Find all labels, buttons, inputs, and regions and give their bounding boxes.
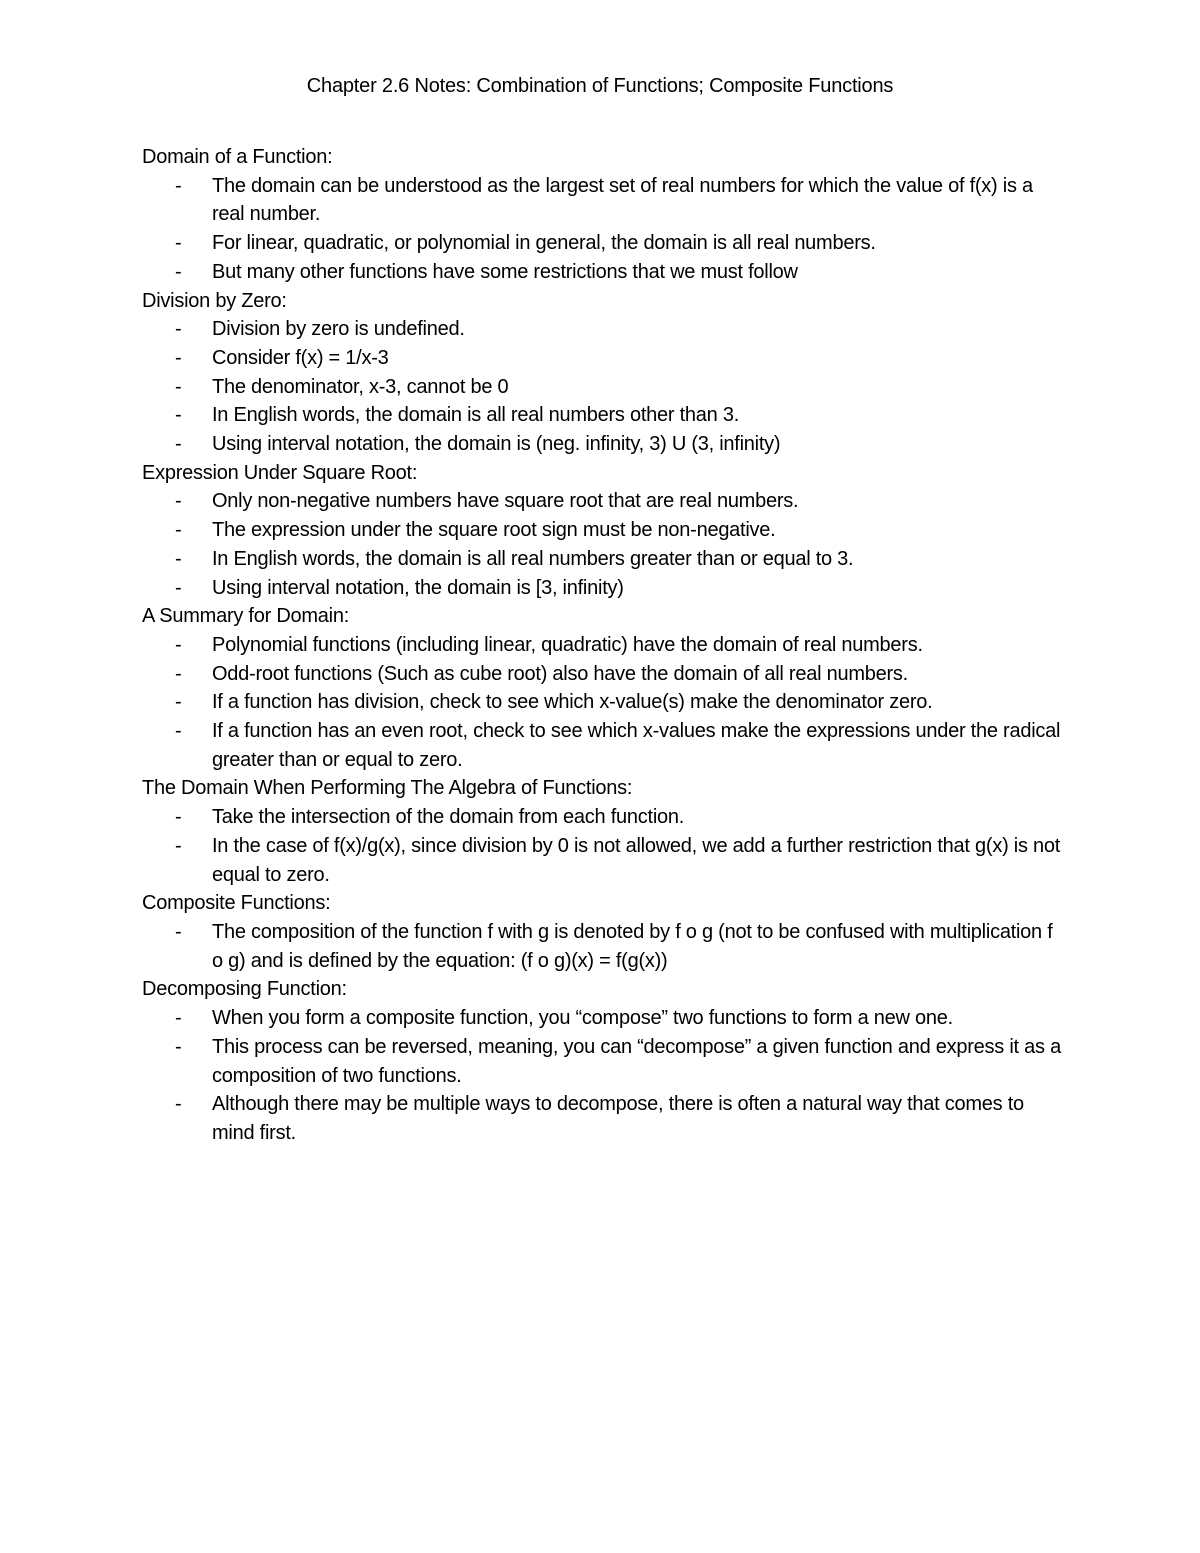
bullet-item [142,660,1062,689]
section-heading: Domain of a Function: [142,146,333,168]
bullet-dash-marker: - [175,1035,182,1058]
bullet-item [142,574,1062,603]
bullet-dash-marker: - [175,375,182,398]
bullet-item [142,516,1062,545]
bullet-list [142,918,1062,975]
notes-section [142,602,1062,774]
notes-section [142,889,1062,975]
bullet-list [142,487,1062,602]
notes-section [142,975,1062,1147]
bullet-item [142,229,1062,258]
bullet-text: Take the intersection of the domain from each function. [212,806,685,829]
bullet-text: Consider f(x) = 1/x-3 [212,346,389,369]
bullet-item [142,545,1062,574]
bullet-item [142,373,1062,402]
bullet-text: But many other functions have some restrictions that we must follow [212,260,798,283]
bullet-dash-marker: - [175,318,182,341]
bullet-item [142,1090,1062,1147]
bullet-dash-marker: - [175,633,182,656]
bullet-dash-marker: - [175,519,182,542]
bullet-dash-marker: - [175,834,182,857]
bullet-dash-marker: - [175,1007,182,1030]
bullet-text: This process can be reversed, meaning, you can “decompose” a given function and express it as a composition of two functions. [212,1035,1061,1087]
bullet-item [142,918,1062,975]
bullet-text: The composition of the function f with g is denoted by f o g (not to be confused with multiplication f o g) and is defined by the equation: (f o g)(x) = f(g(x)) [212,920,1053,972]
bullet-dash-marker: - [175,691,182,714]
bullet-item [142,832,1062,889]
bullet-item [142,631,1062,660]
bullet-dash-marker: - [175,1093,182,1116]
bullet-dash-marker: - [175,433,182,456]
bullet-text: The denominator, x-3, cannot be 0 [212,375,509,398]
section-heading: Division by Zero: [142,289,287,312]
bullet-dash-marker: - [175,232,182,255]
section-heading: Decomposing Function: [142,978,347,1001]
bullet-text: Polynomial functions (including linear, quadratic) have the domain of real numbers. [212,633,923,656]
bullet-dash-marker: - [175,662,182,685]
bullet-item [142,258,1062,287]
bullet-text: In English words, the domain is all real numbers other than 3. [212,404,740,427]
bullet-text: Odd-root functions (Such as cube root) also have the domain of all real numbers. [212,662,908,685]
bullet-item [142,717,1062,774]
notes-section [142,287,1062,459]
bullet-dash-marker: - [175,174,182,197]
bullet-text: When you form a composite function, you “compose” two functions to form a new one. [212,1007,953,1030]
notes-section [142,459,1062,603]
bullet-dash-marker: - [175,547,182,570]
bullet-text: The domain can be understood as the largest set of real numbers for which the value of f(x) is a real number. [212,174,1033,226]
bullet-dash-marker: - [175,346,182,369]
bullet-dash-marker: - [175,720,182,743]
bullet-item [142,1004,1062,1033]
bullet-text: In English words, the domain is all real numbers greater than or equal to 3. [212,547,854,570]
bullet-list [142,631,1062,775]
bullet-item [142,401,1062,430]
bullet-item [142,315,1062,344]
bullet-list [142,172,1062,287]
notes-section [142,774,1062,889]
bullet-text: If a function has division, check to see which x-value(s) make the denominator zero. [212,691,933,714]
bullet-dash-marker: - [175,806,182,829]
bullet-item [142,344,1062,373]
bullet-item [142,1033,1062,1090]
bullet-dash-marker: - [175,576,182,599]
page-title: Chapter 2.6 Notes: Combination of Functions; Composite Functions [306,75,894,97]
section-heading: Expression Under Square Root: [142,461,418,484]
bullet-item [142,487,1062,516]
bullet-text: Using interval notation, the domain is (neg. infinity, 3) U (3, infinity) [212,433,781,456]
bullet-text: The expression under the square root sign must be non-negative. [212,519,776,542]
bullet-dash-marker: - [175,920,182,943]
bullet-text: Division by zero is undefined. [212,318,465,341]
section-heading: A Summary for Domain: [142,605,350,628]
bullet-dash-marker: - [175,490,182,513]
bullet-item [142,803,1062,832]
notes-section [142,143,1062,287]
section-heading: The Domain When Performing The Algebra of Functions: [142,777,633,800]
bullet-dash-marker: - [175,404,182,427]
bullet-text: Only non-negative numbers have square root that are real numbers. [212,490,799,513]
bullet-text: In the case of f(x)/g(x), since division by 0 is not allowed, we add a further restriction that g(x) is not equal to zero. [212,834,1061,886]
notes-body [142,143,1062,1148]
bullet-item [142,430,1062,459]
bullet-text: Although there may be multiple ways to decompose, there is often a natural way that comes to mind first. [212,1093,1024,1144]
bullet-list [142,1004,1062,1148]
bullet-text: If a function has an even root, check to see which x-values make the expressions under the radical greater than or equal to zero. [212,720,1061,771]
bullet-text: Using interval notation, the domain is [3, infinity) [212,576,624,599]
section-heading: Composite Functions: [142,892,331,915]
bullet-list [142,803,1062,889]
bullet-list [142,315,1062,459]
bullet-dash-marker: - [175,260,182,283]
bullet-text: For linear, quadratic, or polynomial in general, the domain is all real numbers. [212,232,876,255]
bullet-item [142,172,1062,229]
bullet-item [142,688,1062,717]
